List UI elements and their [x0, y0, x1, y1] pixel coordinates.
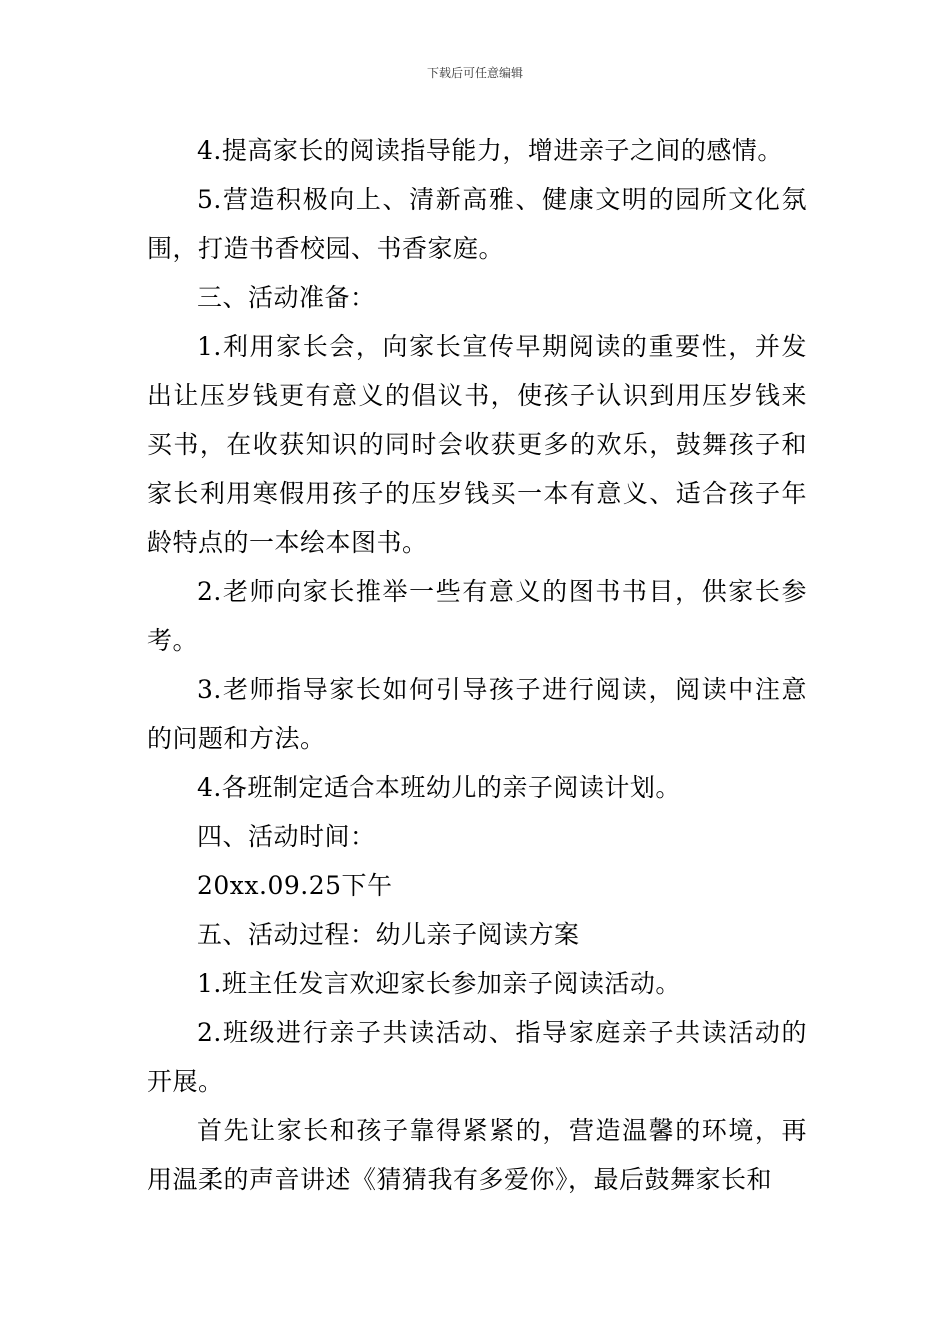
paragraph-process-2: 2.班级进行亲子共读活动、指导家庭亲子共读活动的开展。: [147, 1018, 807, 1096]
paragraph-goal-4: 4.提高家长的阅读指导能力，增进亲子之间的感情。: [197, 136, 783, 165]
section-heading-preparation: 三、活动准备：: [197, 283, 376, 312]
paragraph-goal-5: 5.营造积极向上、清新高雅、健康文明的园所文化氛围，打造书香校园、书香家庭。: [147, 185, 807, 263]
section-heading-time: 四、活动时间：: [197, 822, 376, 851]
paragraph-prep-3: 3.老师指导家长如何引导孩子进行阅读，阅读中注意的问题和方法。: [147, 675, 807, 753]
paragraph-time-value: 20xx.09.25下午: [197, 871, 393, 900]
paragraph-prep-2: 2.老师向家长推举一些有意义的图书书目，供家长参考。: [147, 577, 807, 655]
paragraph-process-detail: 首先让家长和孩子靠得紧紧的，营造温馨的环境，再用温柔的声音讲述《猜猜我有多爱你》，最后鼓舞家长和: [147, 1116, 807, 1194]
section-heading-process: 五、活动过程：幼儿亲子阅读方案: [197, 920, 580, 949]
paragraph-prep-4: 4.各班制定适合本班幼儿的亲子阅读计划。: [197, 773, 681, 802]
document-body: [147, 126, 807, 1204]
page-header: 下载后可任意编辑: [426, 66, 523, 80]
paragraph-prep-1: 1.利用家长会，向家长宣传早期阅读的重要性，并发出让压岁钱更有意义的倡议书，使孩子认识到用压岁钱来买书，在收获知识的同时会收获更多的欢乐，鼓舞孩子和家长利用寒假用孩子的压岁钱买一本有意义、适合孩子年龄特点的一本绘本图书。: [147, 332, 807, 557]
paragraph-process-1: 1.班主任发言欢迎家长参加亲子阅读活动。: [197, 969, 681, 998]
